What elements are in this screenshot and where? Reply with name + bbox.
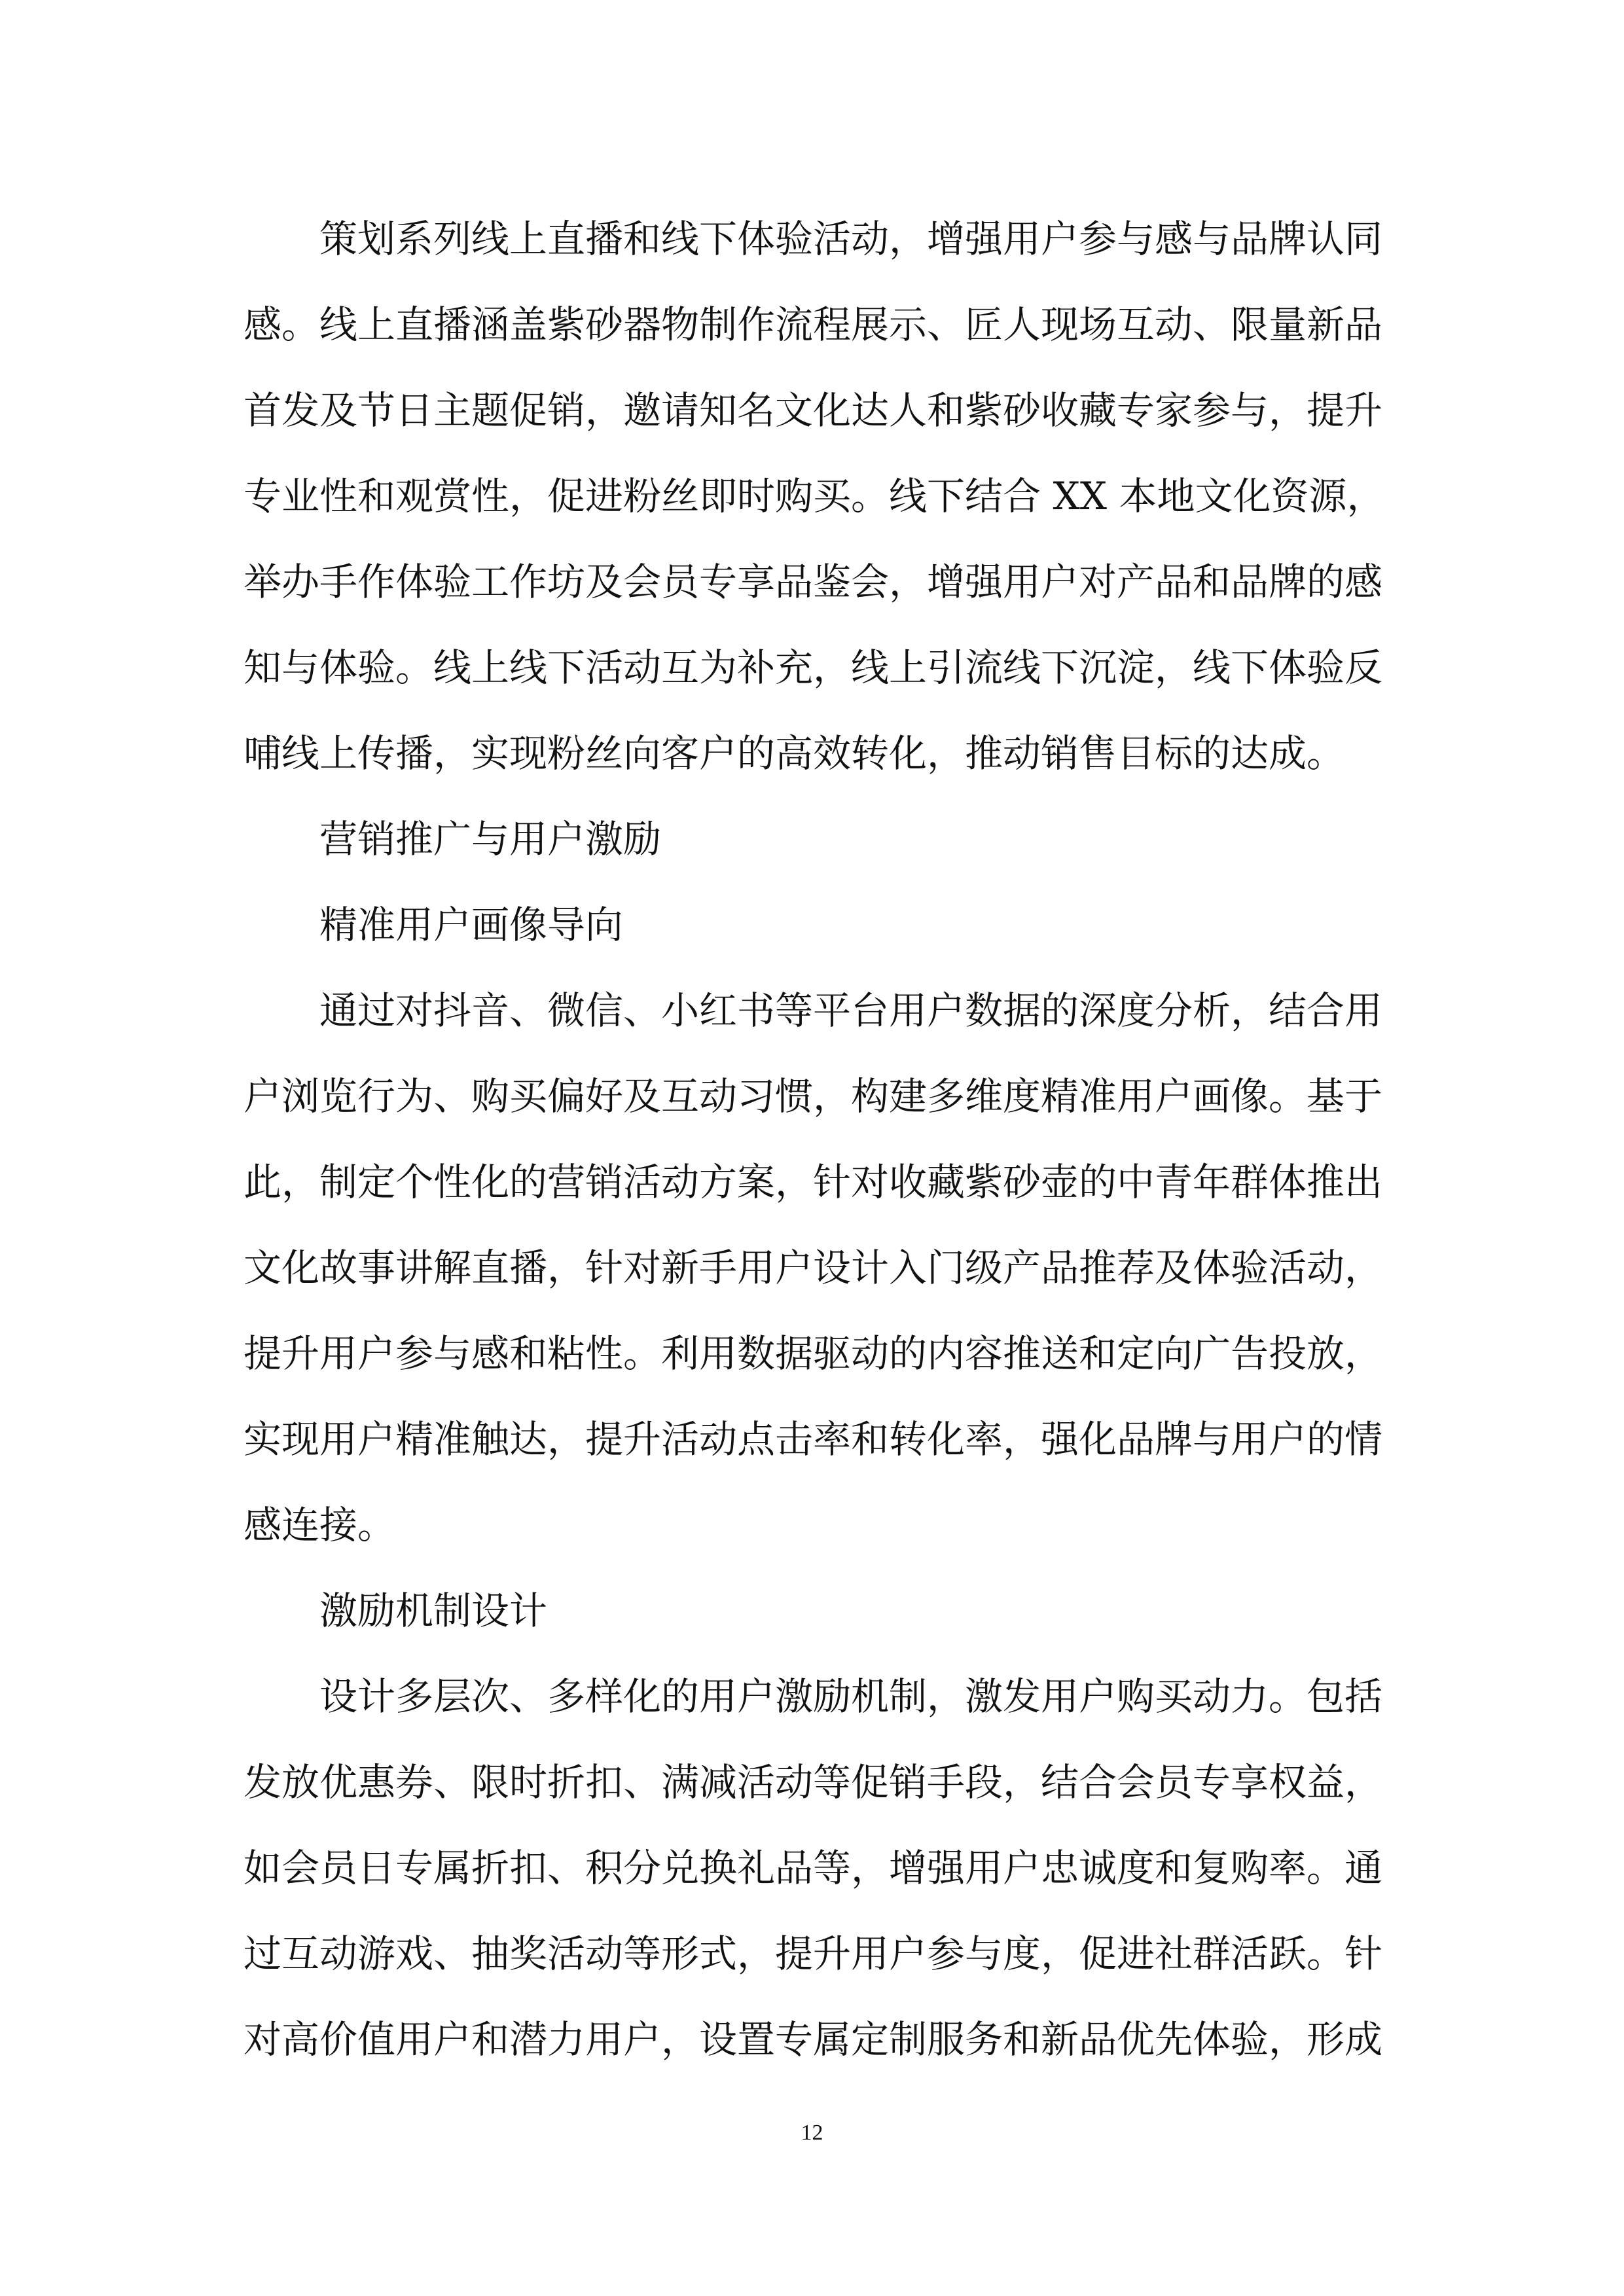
- document-body: [244, 196, 1385, 2083]
- paragraph-line: 设计多层次、多样化的用户激励机制，激发用户购买动力。包括: [319, 1674, 1383, 1719]
- paragraph-line: 户浏览行为、购买偏好及互动习惯，构建多维度精准用户画像。基于: [244, 1074, 1383, 1119]
- paragraph-line: 文化故事讲解直播，针对新手用户设计入门级产品推荐及体验活动，: [244, 1246, 1383, 1290]
- paragraph-line: 感。线上直播涵盖紫砂器物制作流程展示、匠人现场互动、限量新品: [244, 302, 1383, 347]
- section-heading: 营销推广与用户激励: [319, 817, 662, 861]
- paragraph-line: 提升用户参与感和粘性。利用数据驱动的内容推送和定向广告投放，: [244, 1331, 1383, 1376]
- paragraph-line: 知与体验。线上线下活动互为补充，线上引流线下沉淀，线下体验反: [244, 645, 1383, 690]
- paragraph-line: 首发及节日主题促销，邀请知名文化达人和紫砂收藏专家参与，提升: [244, 388, 1383, 433]
- paragraph-line: 过互动游戏、抽奖活动等形式，提升用户参与度，促进社群活跃。针: [244, 1931, 1383, 1976]
- paragraph-line: 专业性和观赏性，促进粉丝即时购买。线下结合 XX 本地文化资源，: [244, 474, 1385, 518]
- paragraph-line: 实现用户精准触达，提升活动点击率和转化率，强化品牌与用户的情: [244, 1417, 1383, 1462]
- paragraph-line: 此，制定个性化的营销活动方案，针对收藏紫砂壶的中青年群体推出: [244, 1160, 1383, 1204]
- paragraph-line: 感连接。: [244, 1503, 396, 1547]
- paragraph-line: 举办手作体验工作坊及会员专享品鉴会，增强用户对产品和品牌的感: [244, 560, 1383, 604]
- paragraph-line: 策划系列线上直播和线下体验活动，增强用户参与感与品牌认同: [319, 217, 1383, 261]
- paragraph-line: 哺线上传播，实现粉丝向客户的高效转化，推动销售目标的达成。: [244, 731, 1345, 776]
- paragraph-line: 发放优惠券、限时折扣、满减活动等促销手段，结合会员专享权益，: [244, 1760, 1383, 1804]
- subsection-heading: 精准用户画像导向: [319, 903, 624, 947]
- paragraph-line: 通过对抖音、微信、小红书等平台用户数据的深度分析，结合用: [319, 988, 1383, 1033]
- subsection-heading: 激励机制设计: [319, 1588, 548, 1633]
- paragraph-line: 如会员日专属折扣、积分兑换礼品等，增强用户忠诚度和复购率。通: [244, 1846, 1383, 1890]
- page-number: 12: [801, 2121, 823, 2145]
- paragraph-line: 对高价值用户和潜力用户，设置专属定制服务和新品优先体验，形成: [244, 2017, 1383, 2062]
